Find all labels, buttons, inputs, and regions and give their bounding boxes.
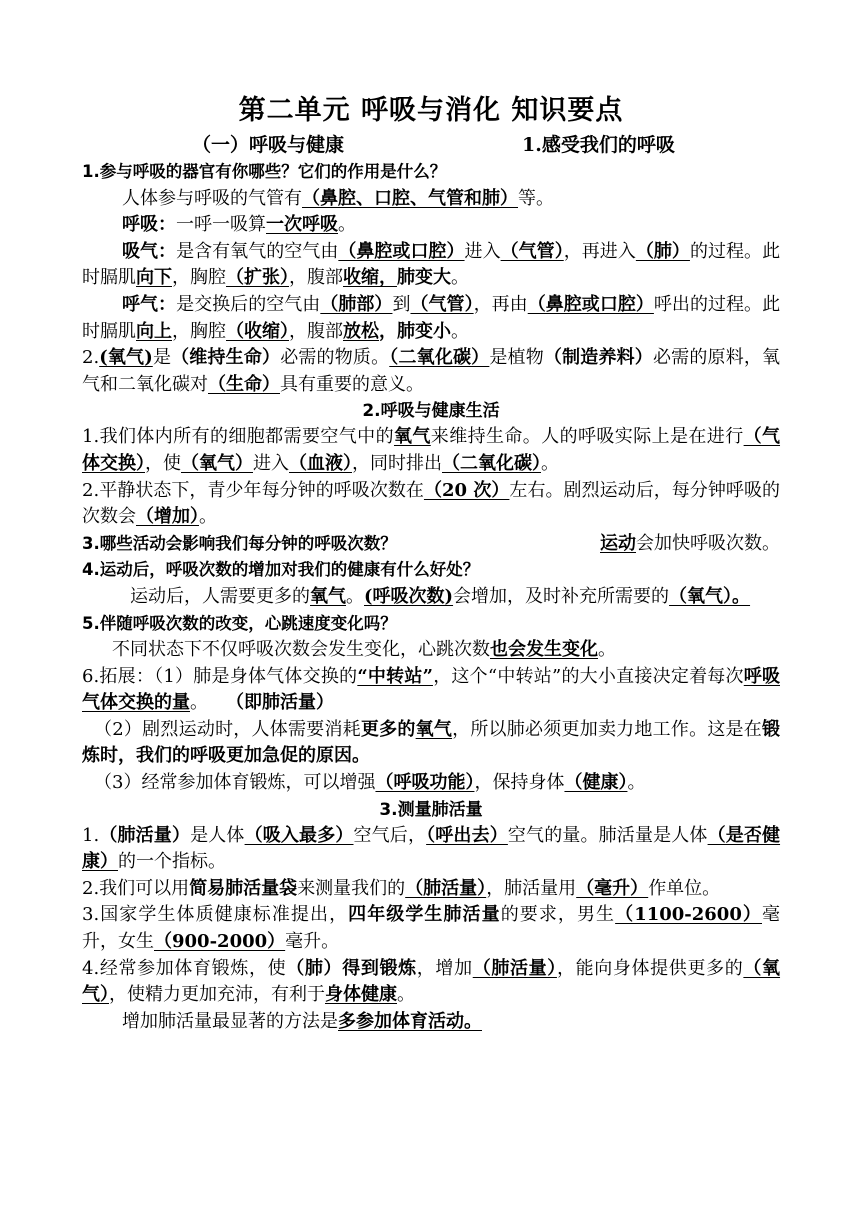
paragraph-breath: 呼吸：一呼一吸算一次呼吸。 <box>122 214 356 236</box>
document-title: 第二单元 呼吸与消化 知识要点 <box>238 95 624 126</box>
paragraph-cells: 1.我们体内所有的细胞都需要空气中的氧气来维持生命。人的呼吸实际上是在进行（气体交换），使（氧气）进入（血液），同时排出（二氧化碳）。 <box>82 426 781 474</box>
part-header <box>82 131 780 159</box>
paragraph-extension-3: （3）经常参加体育锻炼，可以增强（呼吸功能），保持身体（健康）。 <box>94 772 646 794</box>
lesson-title-2: 2.呼吸与健康生活 <box>362 401 500 422</box>
lesson-title-3: 3.测量肺活量 <box>379 799 483 820</box>
paragraph-extension-2: （2）剧烈运动时，人体需要消耗更多的氧气，所以肺必须更加卖力地工作。这是在锻炼时，我们的呼吸更加急促的原因。 <box>82 718 781 767</box>
question-4: 4.运动后，呼吸次数的增加对我们的健康有什么好处？ <box>82 560 480 580</box>
paragraph-rate: 2.平静状态下，青少年每分钟的呼吸次数在（20 次）左右。剧烈运动后，每分钟呼吸的次数会（增加）。 <box>82 479 780 528</box>
paragraph-standard: 3.国家学生体质健康标准提出，四年级学生肺活量的要求，男生（1100-2600）毫升，女生（900-2000）毫升。 <box>82 904 780 953</box>
paragraph-exhale: 呼气：是交换后的空气由（肺部）到（气管），再由（鼻腔或口腔）呼出的过程。此时膈肌向上，胸腔（收缩），腹部放松，肺变小。 <box>82 293 781 342</box>
document-page <box>82 82 780 1035</box>
paragraph-oxygen: 2.(氧气)是（维持生命）必需的物质。（二氧化碳）是植物（制造养料）必需的原料，氧气和二氧化碳对（生命）具有重要的意义。 <box>82 347 781 395</box>
paragraph-training: 4.经常参加体育锻炼，使（肺）得到锻炼，增加（肺活量），能向身体提供更多的（氧气），使精力更加充沛，有利于身体健康。 <box>82 957 781 1006</box>
paragraph-measure: 2.我们可以用简易肺活量袋来测量我们的（肺活量），肺活量用（毫升）作单位。 <box>82 877 721 899</box>
paragraph-inhale: 吸气：是含有氧气的空气由（鼻腔或口腔）进入（气管），再进入（肺）的过程。此时膈肌向下，胸腔（扩张），腹部收缩，肺变大。 <box>82 240 781 289</box>
paragraph-lung-capacity: 1.（肺活量）是人体（吸入最多）空气后，（呼出去）空气的量。肺活量是人体（是否健康）的一个指标。 <box>82 824 781 873</box>
paragraph-organs: 人体参与呼吸的气管有（鼻腔、口腔、气管和肺）等。 <box>122 187 554 209</box>
paragraph-best-method: 增加肺活量最显著的方法是多参加体育活动。 <box>122 1010 482 1032</box>
paragraph-heart: 不同状态下不仅呼吸次数会发生变化，心跳次数也会发生变化。 <box>112 639 616 661</box>
paragraph-extension-1: 6.拓展：（1）肺是身体气体交换的“中转站”，这个“中转站”的大小直接决定着每次呼吸气体交换的量。 （即肺活量） <box>82 665 780 714</box>
question-1: 1.参与呼吸的器官有你哪些？它们的作用是什么？ <box>82 162 447 181</box>
lesson-title-1: 1.感受我们的呼吸 <box>522 134 675 156</box>
paragraph-exercise: 运动后，人需要更多的氧气。(呼吸次数)会增加，及时补充所需要的（氧气）。 <box>130 585 751 607</box>
question-5: 5.伴随呼吸次数的改变，心跳速度变化吗？ <box>82 613 397 633</box>
part-title: （一）呼吸与健康 <box>192 134 345 156</box>
question-3: 3.哪些活动会影响我们每分钟的呼吸次数？ 运动会加快呼吸次数。 <box>82 532 780 554</box>
